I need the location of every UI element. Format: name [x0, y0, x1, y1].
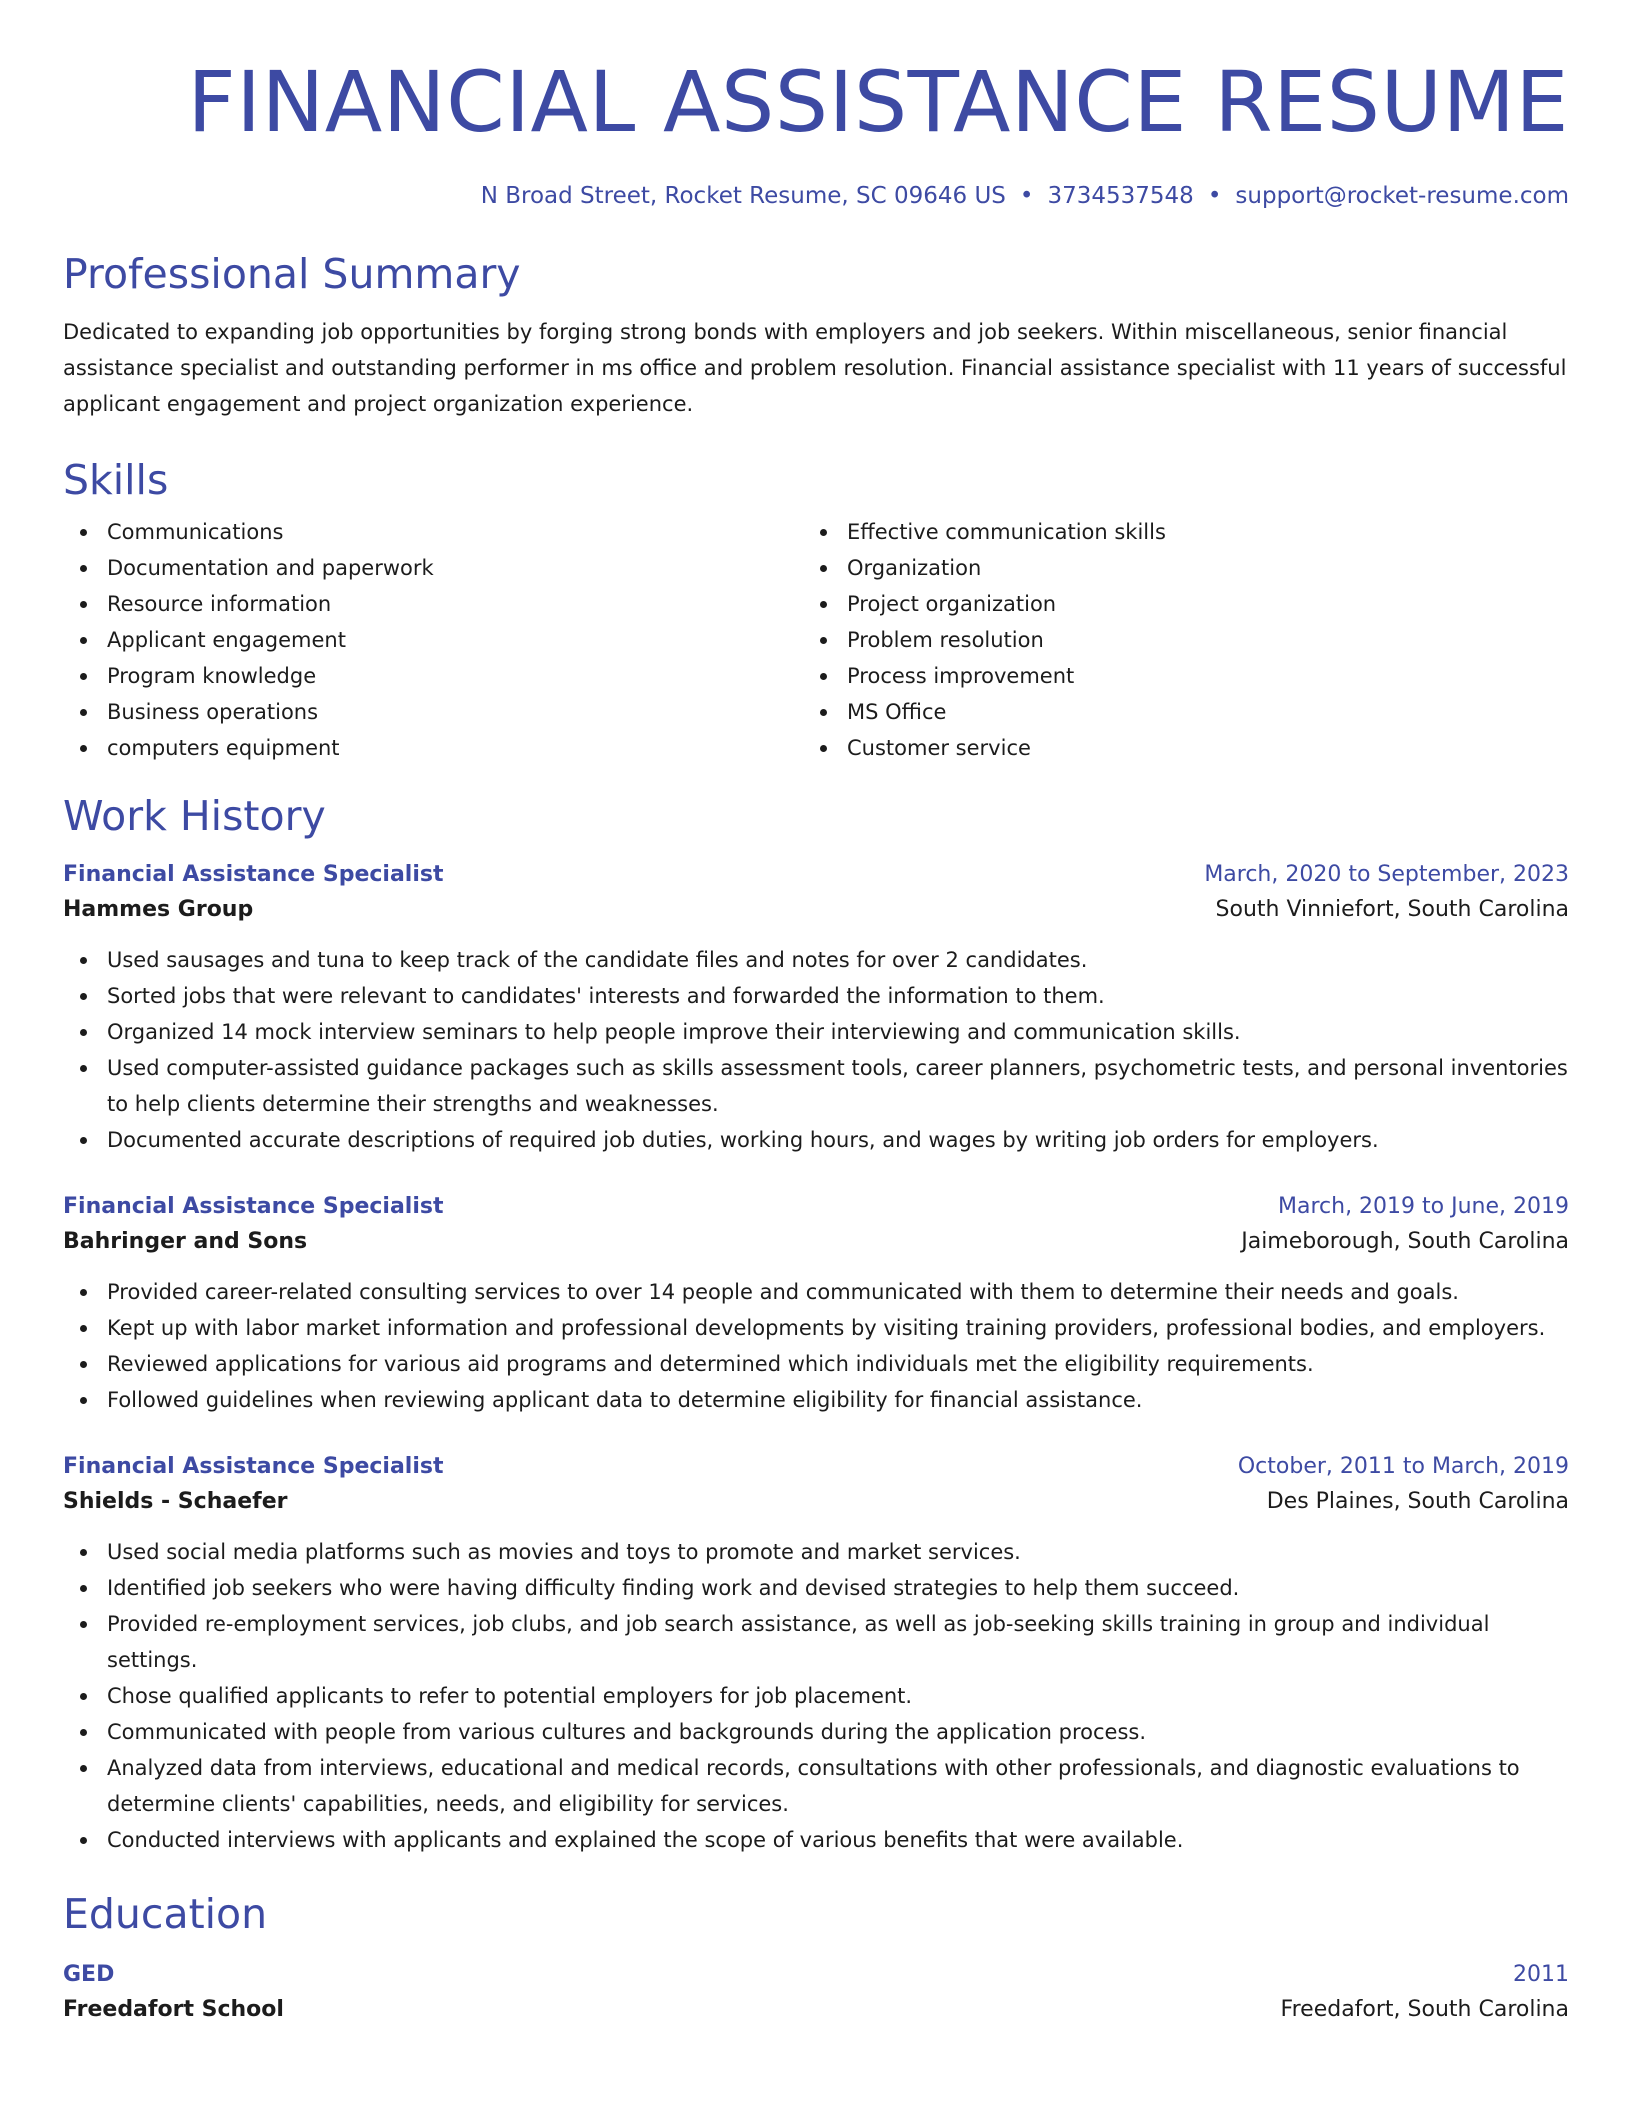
job-dates: March, 2020 to September, 2023	[1204, 862, 1569, 887]
skill-item: Process improvement	[803, 658, 1543, 694]
education-location: Freedafort, South Carolina	[1280, 1997, 1569, 2022]
education-school-row	[63, 1992, 1569, 2028]
job-duty-item: Provided re-employment services, job clubs, and job search assistance, as well as job-seeking skills training in group and individual settings.	[63, 1606, 1569, 1678]
job-company-row	[63, 1224, 1569, 1260]
job-dates: October, 2011 to March, 2019	[1237, 1454, 1569, 1479]
education-school: Freedafort School	[63, 1997, 284, 2022]
skill-item: Program knowledge	[63, 658, 803, 694]
education-entry	[63, 1958, 1569, 2028]
contact-line	[63, 180, 1569, 212]
contact-address: N Broad Street, Rocket Resume, SC 09646 US	[480, 183, 1006, 209]
contact-separator: •	[1019, 183, 1034, 209]
resume-title: FINANCIAL ASSISTANCE RESUME	[187, 53, 1569, 151]
summary-text: Dedicated to expanding job opportunities by forging strong bonds with employers and job seekers. Within miscellaneous, senior financial assistance specialist and outstanding performer in ms office and problem resolution. Financial assistance specialist with 11 years of successful applicant engagement and project organization experience.	[63, 320, 1567, 416]
job-duty-item: Identified job seekers who were having difficulty finding work and devised strategies to help them succeed.	[63, 1570, 1569, 1606]
skills-heading: Skills	[63, 456, 169, 504]
job-duty-item: Communicated with people from various cultures and backgrounds during the application process.	[63, 1714, 1569, 1750]
work-history-heading: Work History	[63, 792, 326, 840]
skill-item: Problem resolution	[803, 622, 1543, 658]
job-duty-item: Provided career-related consulting services to over 14 people and communicated with them to determine their needs and goals.	[63, 1274, 1569, 1310]
job-title: Financial Assistance Specialist	[63, 1454, 444, 1479]
job-title: Financial Assistance Specialist	[63, 1194, 444, 1219]
job-duties-list	[63, 1274, 1569, 1418]
skill-item: Effective communication skills	[803, 514, 1543, 550]
skill-item: Project organization	[803, 586, 1543, 622]
job-header-row	[63, 1190, 1569, 1224]
job-duties-list	[63, 942, 1569, 1158]
job-entry	[63, 1190, 1569, 1418]
job-company-row	[63, 1484, 1569, 1520]
job-duty-item: Conducted interviews with applicants and explained the scope of various benefits that were available.	[63, 1822, 1569, 1858]
job-duty-item: Reviewed applications for various aid programs and determined which individuals met the eligibility requirements.	[63, 1346, 1569, 1382]
education-year: 2011	[1513, 1962, 1569, 1987]
job-company: Bahringer and Sons	[63, 1229, 308, 1254]
skills-grid	[63, 514, 1569, 766]
job-dates: March, 2019 to June, 2019	[1278, 1194, 1569, 1219]
job-duty-item: Organized 14 mock interview seminars to help people improve their interviewing and communication skills.	[63, 1014, 1569, 1050]
education-degree: GED	[63, 1962, 115, 1987]
job-title: Financial Assistance Specialist	[63, 862, 444, 887]
job-duty-item: Followed guidelines when reviewing applicant data to determine eligibility for financial assistance.	[63, 1382, 1569, 1418]
contact-email: support@rocket-resume.com	[1235, 183, 1569, 209]
skill-item: Business operations	[63, 694, 803, 730]
skills-left-column	[63, 514, 803, 766]
job-duty-item: Kept up with labor market information and professional developments by visiting training providers, professional bodies, and employers.	[63, 1310, 1569, 1346]
job-duty-item: Chose qualified applicants to refer to potential employers for job placement.	[63, 1678, 1569, 1714]
job-location: South Vinniefort, South Carolina	[1215, 897, 1569, 922]
skill-item: computers equipment	[63, 730, 803, 766]
skill-item: Applicant engagement	[63, 622, 803, 658]
skill-item: Organization	[803, 550, 1543, 586]
contact-phone: 3734537548	[1047, 183, 1194, 209]
education-header-row	[63, 1958, 1569, 1992]
skill-item: Customer service	[803, 730, 1543, 766]
job-duty-item: Used social media platforms such as movies and toys to promote and market services.	[63, 1534, 1569, 1570]
job-header-row	[63, 858, 1569, 892]
skill-item: MS Office	[803, 694, 1543, 730]
job-location: Des Plaines, South Carolina	[1266, 1489, 1569, 1514]
job-duty-item: Used computer-assisted guidance packages such as skills assessment tools, career planners, psychometric tests, and personal inventories to help clients determine their strengths and weaknesses.	[63, 1050, 1569, 1122]
skills-right-column	[803, 514, 1543, 766]
job-entry	[63, 858, 1569, 1158]
job-duty-item: Sorted jobs that were relevant to candidates' interests and forwarded the information to them.	[63, 978, 1569, 1014]
job-duties-list	[63, 1534, 1569, 1858]
skill-item: Communications	[63, 514, 803, 550]
job-company: Shields - Schaefer	[63, 1489, 288, 1514]
skill-item: Resource information	[63, 586, 803, 622]
job-entry	[63, 1450, 1569, 1858]
job-duty-item: Used sausages and tuna to keep track of the candidate files and notes for over 2 candidates.	[63, 942, 1569, 978]
education-heading: Education	[63, 1890, 268, 1938]
job-company: Hammes Group	[63, 897, 254, 922]
job-header-row	[63, 1450, 1569, 1484]
skill-item: Documentation and paperwork	[63, 550, 803, 586]
job-company-row	[63, 892, 1569, 928]
summary-heading: Professional Summary	[63, 250, 521, 298]
job-location: Jaimeborough, South Carolina	[1241, 1229, 1569, 1254]
job-duty-item: Documented accurate descriptions of required job duties, working hours, and wages by writing job orders for employers.	[63, 1122, 1569, 1158]
job-duty-item: Analyzed data from interviews, educational and medical records, consultations with other professionals, and diagnostic evaluations to determine clients' capabilities, needs, and eligibility for services.	[63, 1750, 1569, 1822]
contact-separator: •	[1207, 183, 1222, 209]
